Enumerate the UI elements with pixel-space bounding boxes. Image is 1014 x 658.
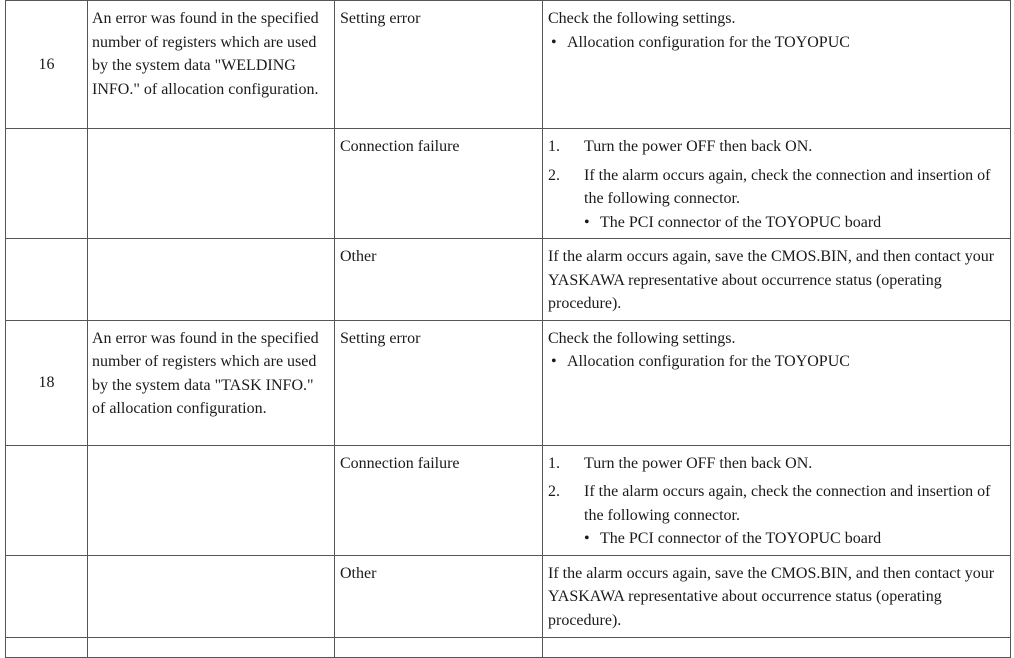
remedy-bullet-text: Allocation configuration for the TOYOPUC [567, 353, 850, 370]
empty-cell [6, 129, 88, 239]
remedy-cell [543, 445, 1011, 555]
cause-cell: Other [335, 239, 543, 321]
alarm-subcode: 18 [6, 320, 88, 445]
step-number: 1. [548, 454, 560, 472]
remedy-bullet-item [548, 350, 1005, 374]
remedy-intro: Check the following settings. [548, 10, 736, 27]
step-text: If the alarm occurs again, check the connection and insertion of the following connector. [584, 166, 991, 207]
remedy-intro: Check the following settings. [548, 329, 736, 347]
step-body [584, 164, 1005, 235]
step-text: Turn the power OFF then back ON. [584, 454, 813, 472]
step-number: 1. [548, 138, 560, 155]
step-number: 2. [548, 166, 560, 184]
empty-cell [88, 637, 335, 657]
empty-cell [335, 637, 543, 657]
remedy-step [548, 480, 1005, 551]
empty-cell [88, 555, 335, 637]
empty-cell [88, 239, 335, 321]
empty-cell [88, 129, 335, 239]
table-row [6, 1, 1011, 129]
remedy-cell: If the alarm occurs again, save the CMOS.BIN, and then contact your YASKAWA representative about occurrence status (operating procedure). [543, 555, 1011, 637]
bullet-icon: • [551, 33, 557, 51]
bullet-icon: • [584, 530, 590, 547]
empty-cell [6, 239, 88, 321]
empty-cell [88, 445, 335, 555]
step-number: 2. [548, 483, 560, 500]
alarm-description: An error was found in the specified number of registers which are used by the system data "WELDING INFO." of allocation configuration. [88, 1, 335, 129]
table-row [6, 445, 1011, 555]
step-text: Turn the power OFF then back ON. [584, 138, 813, 155]
cause-cell: Connection failure [335, 445, 543, 555]
table-row [6, 239, 1011, 321]
remedy-step [548, 452, 1005, 476]
bullet-icon: • [584, 213, 590, 231]
cause-cell: Connection failure [335, 129, 543, 239]
remedy-cell: If the alarm occurs again, save the CMOS.BIN, and then contact your YASKAWA representative about occurrence status (operating procedure). [543, 239, 1011, 321]
table-row [6, 320, 1011, 445]
cause-cell: Setting error [335, 320, 543, 445]
step-text: If the alarm occurs again, check the connection and insertion of the following connector. [584, 483, 991, 524]
remedy-bullet-item [584, 527, 1005, 551]
empty-cell [6, 637, 88, 657]
cause-cell: Setting error [335, 1, 543, 129]
remedy-step [548, 164, 1005, 235]
remedy-bullet-text: The PCI connector of the TOYOPUC board [600, 213, 882, 231]
table-row [6, 637, 1011, 657]
remedy-cell [543, 129, 1011, 239]
remedy-bullet-item [584, 211, 1005, 235]
remedy-cell [543, 320, 1011, 445]
alarm-description: An error was found in the specified number of registers which are used by the system data "TASK INFO." of allocation configuration. [88, 320, 335, 445]
remedy-cell [543, 1, 1011, 129]
empty-cell [6, 445, 88, 555]
cause-cell: Other [335, 555, 543, 637]
table-row [6, 555, 1011, 637]
table-row [6, 129, 1011, 239]
step-body [584, 480, 1005, 551]
bullet-icon: • [551, 353, 557, 370]
remedy-bullet-item [548, 31, 1005, 55]
remedy-bullet-text: The PCI connector of the TOYOPUC board [600, 530, 882, 547]
remedy-step [548, 135, 1005, 159]
empty-cell [543, 637, 1011, 657]
alarm-subcode: 16 [6, 1, 88, 129]
remedy-bullet-text: Allocation configuration for the TOYOPUC [567, 33, 850, 51]
alarm-table [5, 0, 1011, 658]
empty-cell [6, 555, 88, 637]
